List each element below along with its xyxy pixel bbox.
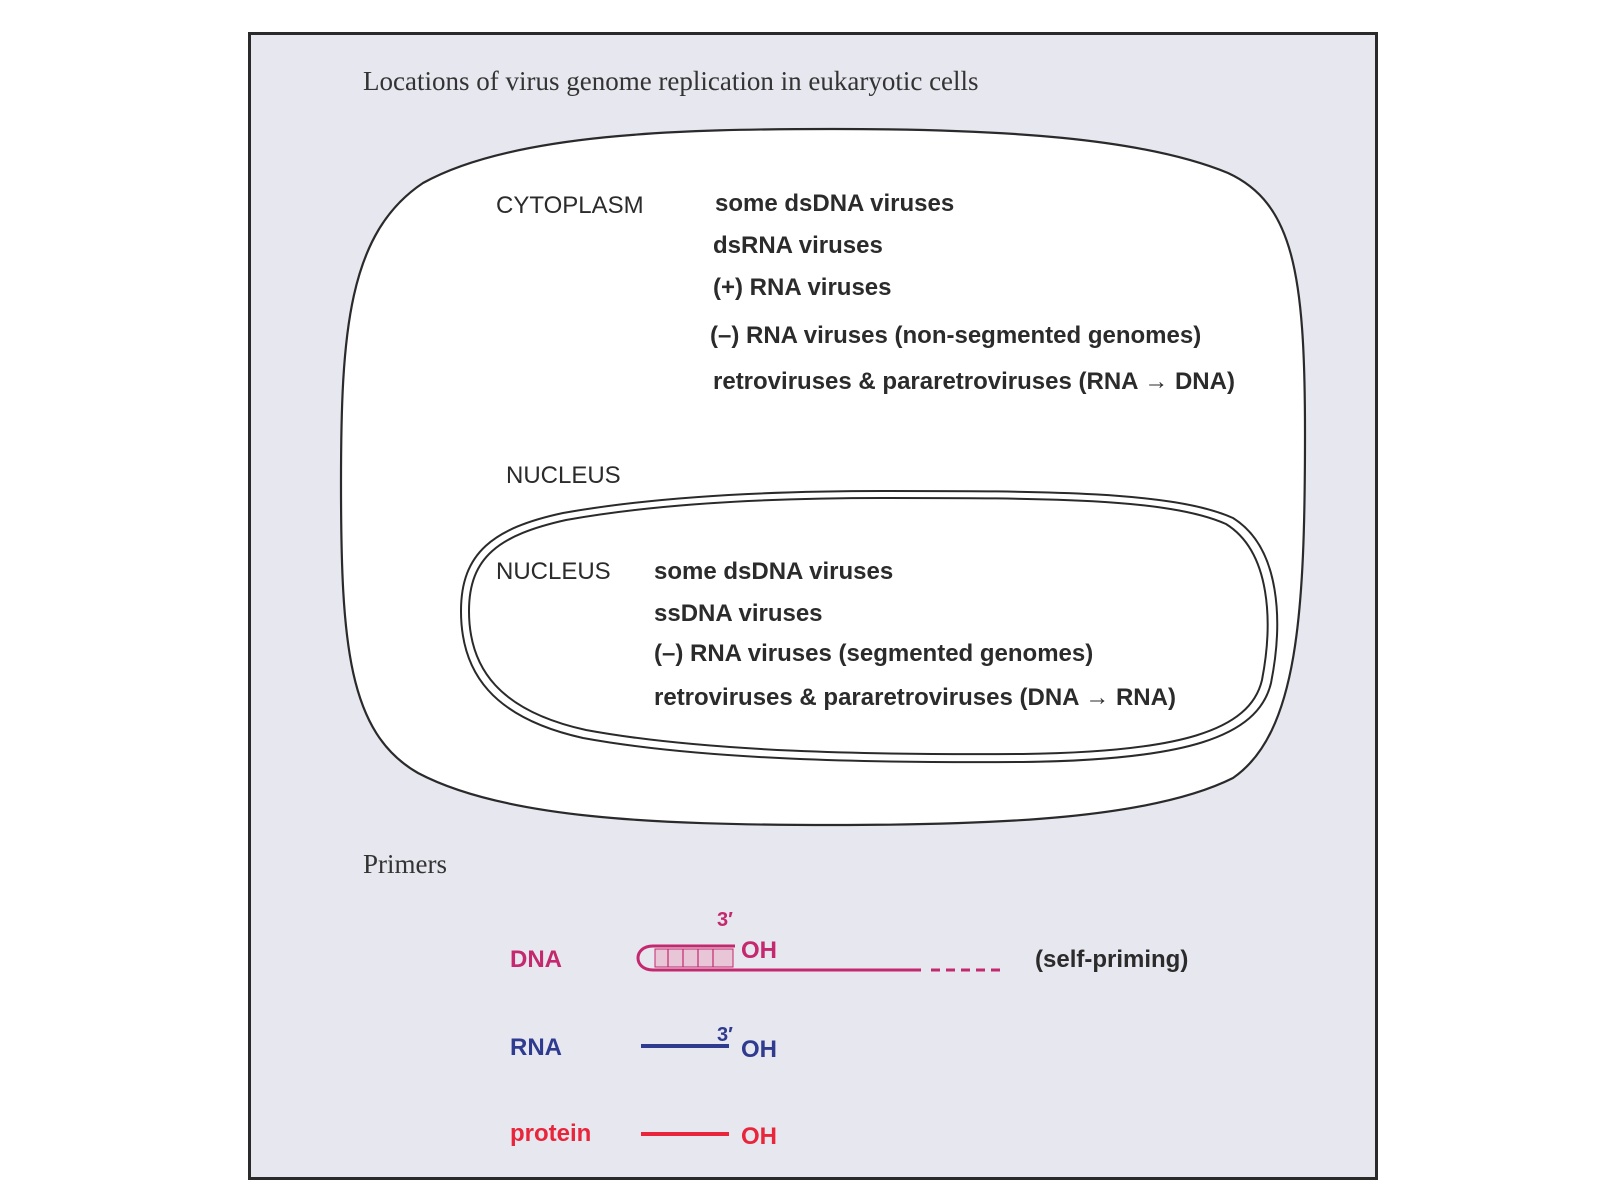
dna-label: DNA <box>510 946 562 973</box>
nucleus-outer-label: NUCLEUS <box>506 462 621 489</box>
primers-heading: Primers <box>363 849 447 879</box>
nucleus-item: retroviruses & pararetroviruses (DNA → RNA) <box>654 684 1176 711</box>
figure-panel <box>248 32 1378 1180</box>
nucleus-label: NUCLEUS <box>496 558 611 585</box>
dna-hairpin-primer <box>638 946 921 970</box>
nucleus-item: some dsDNA viruses <box>654 558 894 585</box>
rna-oh-label: OH <box>741 1036 777 1063</box>
diagram-title: Locations of virus genome replication in eukaryotic cells <box>363 66 979 96</box>
cytoplasm-label: CYTOPLASM <box>496 192 644 219</box>
cytoplasm-item: (–) RNA viruses (non-segmented genomes) <box>710 322 1202 349</box>
cytoplasm-item: dsRNA viruses <box>713 232 883 259</box>
rna-label: RNA <box>510 1034 562 1061</box>
cytoplasm-item: (+) RNA viruses <box>713 274 892 301</box>
cytoplasm-item: some dsDNA viruses <box>715 190 955 217</box>
nucleus-item: (–) RNA viruses (segmented genomes) <box>654 640 1094 667</box>
nucleus-envelope-inner <box>469 498 1268 754</box>
nucleus-item: ssDNA viruses <box>654 600 823 627</box>
dna-3prime-label: 3′ <box>717 909 733 931</box>
self-priming-note: (self-priming) <box>1035 946 1189 973</box>
rna-3prime-label: 3′ <box>717 1024 733 1046</box>
cytoplasm-item: retroviruses & pararetroviruses (RNA → DNA) <box>713 368 1235 395</box>
protein-label: protein <box>510 1120 592 1147</box>
protein-oh-label: OH <box>741 1123 777 1150</box>
dna-oh-label: OH <box>741 937 777 964</box>
